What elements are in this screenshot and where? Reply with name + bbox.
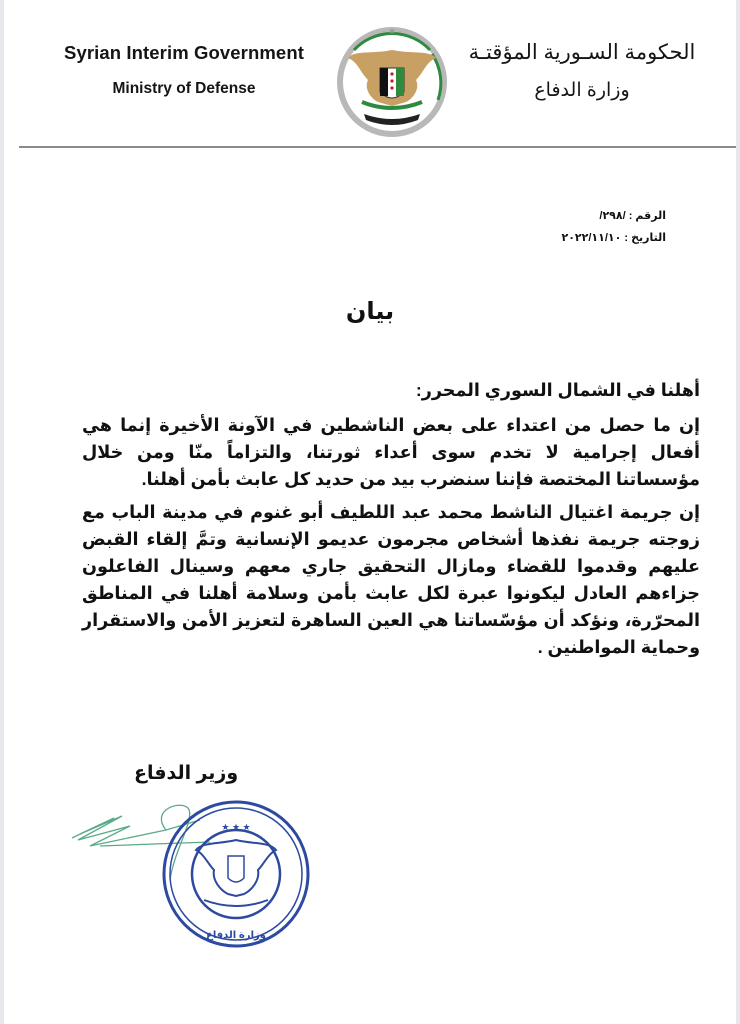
ministry-name-en: Ministry of Defense bbox=[112, 80, 256, 97]
svg-text:وزارة الدفاع: وزارة الدفاع bbox=[206, 930, 266, 941]
svg-text:· ★ ·: · ★ · bbox=[382, 26, 402, 36]
ministry-stamp-icon bbox=[70, 790, 310, 950]
government-name-en: Syrian Interim Government bbox=[64, 42, 304, 63]
signatory-title: وزير الدفاع bbox=[134, 763, 239, 784]
salutation: أهلنا في الشمال السوري المحرر: bbox=[415, 380, 700, 400]
statement-body bbox=[82, 377, 700, 667]
header-arabic bbox=[452, 40, 712, 102]
svg-text:★ ★ ★: ★ ★ ★ bbox=[221, 822, 251, 832]
government-name-ar: الحكومة السـورية المؤقتـة bbox=[468, 41, 696, 64]
header-english bbox=[44, 42, 324, 98]
reference-number: الرقم : /٢٩٨/ bbox=[599, 210, 666, 222]
signature-scribble-icon bbox=[72, 805, 210, 880]
eagle-emblem-icon bbox=[334, 10, 450, 140]
header-divider bbox=[19, 146, 736, 148]
document-page bbox=[4, 0, 736, 1024]
paragraph-1: إن ما حصل من اعتداء على بعض الناشطين في الآونة الأخيرة إنما هي أفعال إجرامية لا تخدم سوى أعداء ثورتنا، والتزاماً منّا ومن خلال مؤسساتنا المختصة فإننا سنضرب بيد من حديد كل عابث بأمن أهلنا. bbox=[82, 415, 700, 489]
paragraph-2: إن جريمة اغتيال الناشط محمد عبد اللطيف أبو غنوم في مدينة الباب مع زوجته جريمة نفذها أشخاص مجرمون عديمو الإنسانية وتمَّ إلقاء القبض عليهم وقدموا للقضاء ومازال التحقيق جاري معهم وسينال الفاعلون جزاءهم العادل ليكونوا عبرة لكل عابث بأمن وسلامة أهلنا في المناطق المحرّرة، ونؤكد أن مؤسّساتنا هي العين الساهرة لتعزيز الأمن والاستقرار وحماية المواطنين . bbox=[82, 502, 700, 657]
reference-block bbox=[561, 205, 666, 249]
ministry-name-ar: وزارة الدفاع bbox=[534, 80, 630, 101]
statement-title: بيان bbox=[345, 298, 395, 325]
reference-date: التاريخ : ٢٠٢٢/١١/١٠ bbox=[561, 232, 666, 244]
